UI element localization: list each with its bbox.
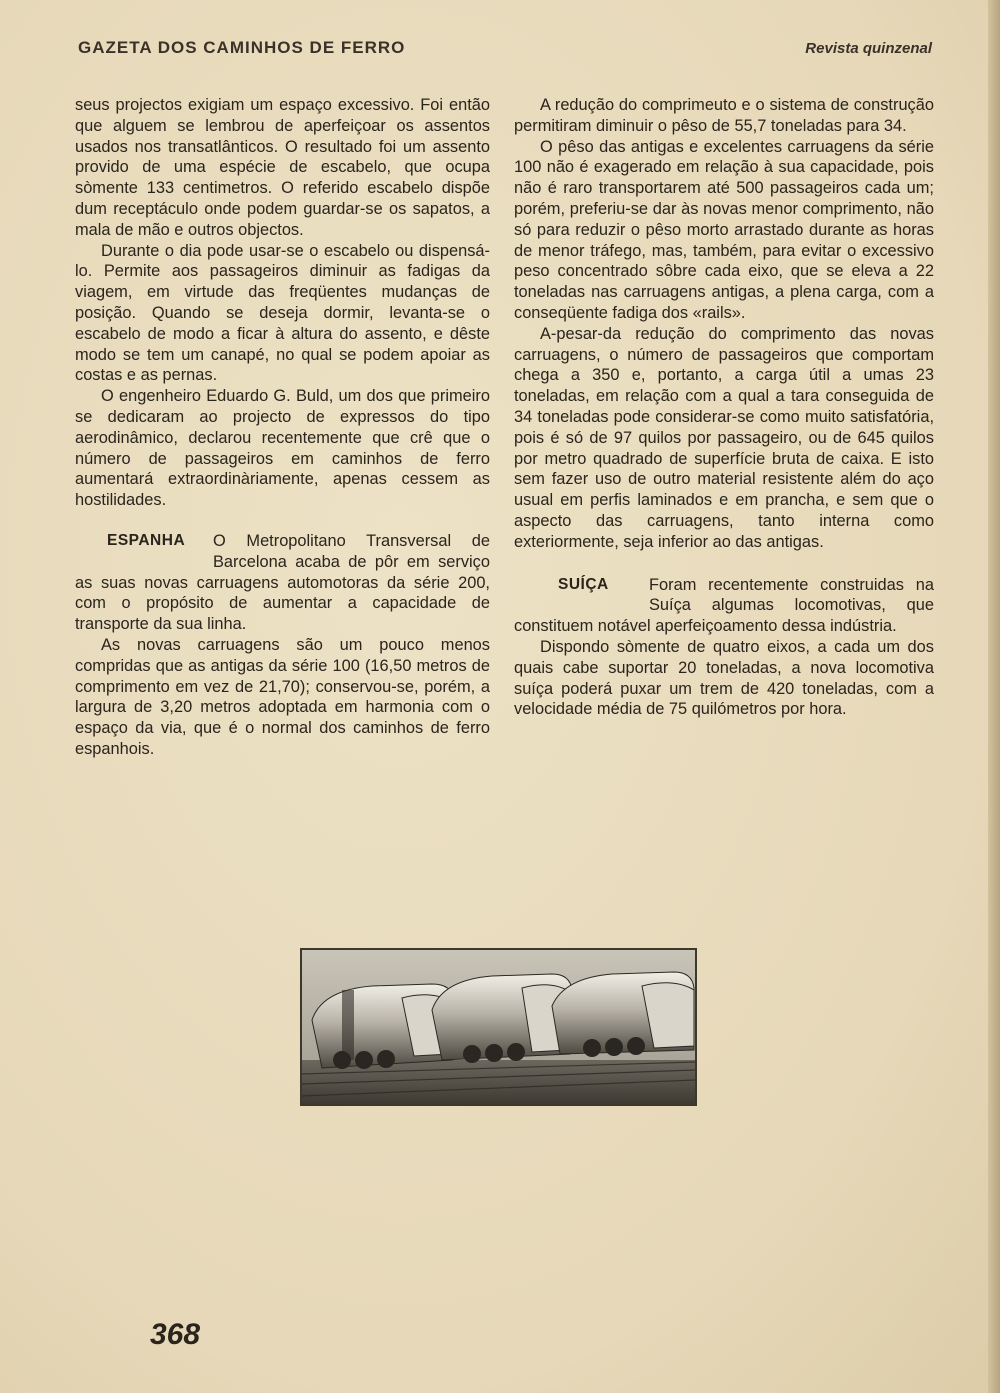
section-heading-suica: SUÍÇA [558, 575, 609, 593]
journal-subtitle: Revista quinzenal [805, 40, 932, 57]
page-edge [988, 0, 1000, 1393]
right-column [514, 95, 934, 720]
paragraph: Dispondo sòmente de quatro eixos, a cada um dos quais cabe suportar 20 toneladas, a nova locomotiva suíça poderá puxar um trem de 420 toneladas, com a velocidade média de 75 quilómetros por hora. [514, 637, 934, 719]
paragraph: O pêso das antigas e excelentes carruagens da série 100 não é exagerado em relação à sua capacidade, pois não é raro transportarem até 500 passageiros cada um; porém, preferiu-se dar às novas menor comprimento, não só para reduzir o pêso morto arrastado durante as horas de menor tráfego, mas, também, para evitar o excessivo peso concentrado sôbre cada eixo, que se eleva a 22 toneladas nas carruagens antigas, a plena carga, com a conseqüente fadiga dos «rails». [514, 137, 934, 322]
locomotive-3-icon [552, 972, 694, 1057]
section-heading-espanha: ESPANHA [107, 531, 186, 549]
paragraph: As novas carruagens são um pouco menos compridas que as antigas da série 100 (16,50 metros de comprimento em vez de 21,70); conservou-se, porém, a largura de 3,20 metros adoptada em harmonia com o espaço da via, que é o normal dos caminhos de ferro espanhois. [75, 635, 490, 758]
page-number: 368 [150, 1318, 201, 1351]
journal-title: GAZETA DOS CAMINHOS DE FERRO [78, 38, 406, 57]
locomotives-photo [300, 948, 697, 1106]
locomotive-1-icon [312, 984, 454, 1069]
section-espanha [75, 531, 490, 760]
paragraph: O engenheiro Eduardo G. Buld, um dos que primeiro se dedicaram ao projecto de expressos do tipo aerodinâmico, declarou recentemente que crê que o número de passageiros em caminhos de ferro aumentará extraordinàriamente, apenas cessem as hostilidades. [75, 387, 490, 510]
left-column [75, 95, 490, 760]
paragraph: Foram recentemente construidas na Suíça algumas locomotivas, que constituem notável aperfeiçoamento dessa indústria. [514, 575, 934, 636]
section-suica [514, 575, 934, 721]
paragraph: O Metropolitano Transversal de Barcelona acaba de pôr em serviço as suas novas carruagens automotoras da série 200, com o propósito de aumentar a capacidade de transporte da sua linha. [75, 531, 490, 634]
streamlined-locomotives-photo-icon [302, 950, 695, 1104]
paragraph: A-pesar-da redução do comprimento das novas carruagens, o número de passageiros que comportam chega a 350 e, portanto, a carga útil a umas 23 toneladas, em relação com a qual a tara conseguida de 34 toneladas pode considerar-se como muito satisfatória, pois é só de 97 quilos por passageiro, ou de 645 quilos por metro quadrado de superfície bruta de caixa. E isto sem fazer uso de outro material resistente além do aço usual em perfis laminados e em prancha, e sem que o aspecto das carruagens, tanto interna como exteriormente, seja inferior ao das antigas. [514, 324, 934, 551]
paragraph: Durante o dia pode usar-se o escabelo ou dispensá-lo. Permite aos passageiros diminuir as fadigas da viagem, em virtude das freqüentes mudanças de posição. Quando se deseja dormir, levanta-se o escabelo de modo a ficar à altura do assento, e dêste modo se tem um canapé, no qual se podem apoiar as costas e as pernas. [75, 241, 490, 385]
paragraph: A redução do comprimeuto e o sistema de construção permitiram diminuir o pêso de 55,7 toneladas para 34. [514, 96, 934, 135]
locomotive-2-icon [432, 974, 572, 1063]
paragraph: seus projectos exigiam um espaço excessivo. Foi então que alguem se lembrou de aperfeiçoar os assentos usados nos transatlânticos. O resultado foi um assento provido de uma espécie de escabelo, que ocupa sòmente 133 centimetros. O referido escabelo dispõe dum receptáculo onde podem guardar-se os sapatos, a mala de mão e outros objectos. [75, 96, 490, 239]
